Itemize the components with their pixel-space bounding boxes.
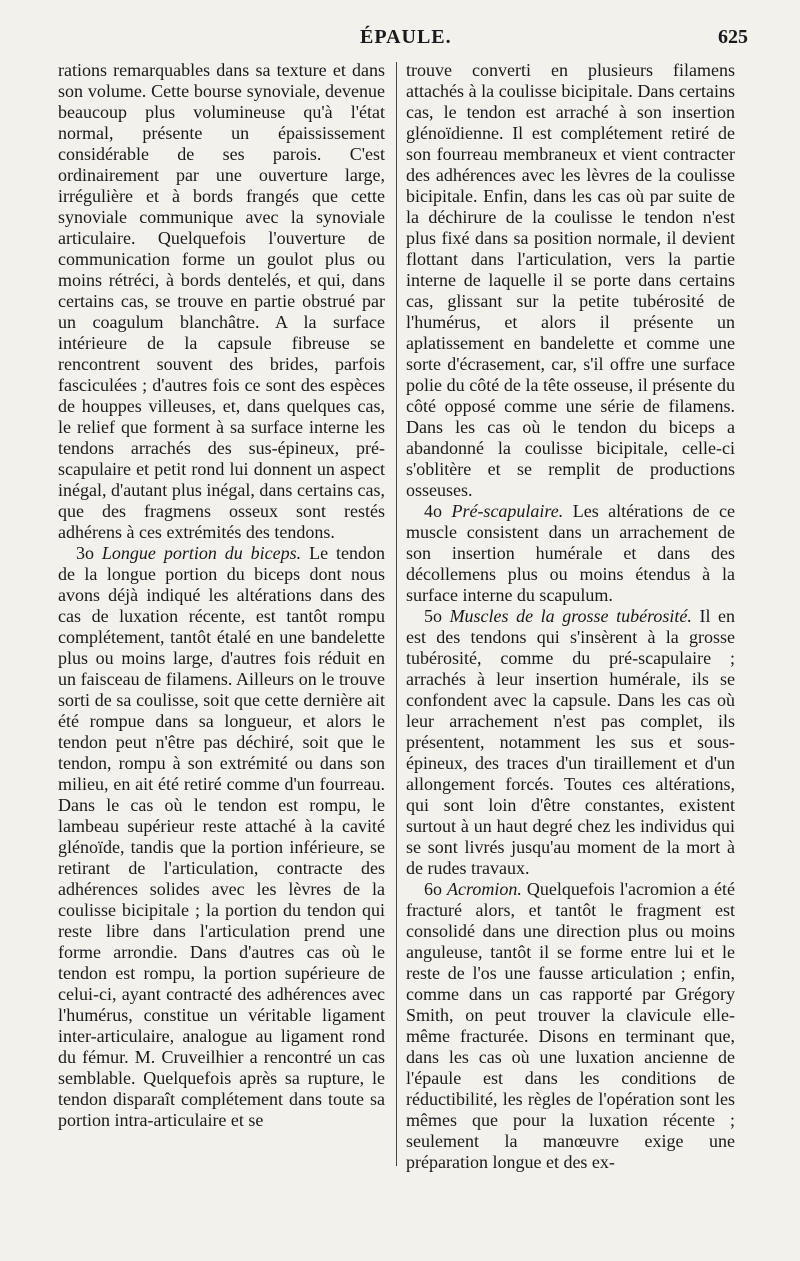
paragraph-synoviale: rations remarquables dans sa texture et dans son volume. Cette bourse synoviale, devenue beaucoup plus volumineuse qu'à l'état normal, présente un épaississement considérable de ses parois. C'est ordinairement par une ouverture large, irrégulière et à bords frangés que cette synoviale communique avec la synoviale articulaire. Quelquefois l'ouverture de communication forme un goulot plus ou moins rétréci, à bords dentelés, et qui, dans certains cas, se trouve en partie obstrué par un coagulum blanchâtre. A la surface intérieure de la capsule fibreuse se rencontrent souvent des brides, parfois fasciculées ; d'autres fois ce sont des espèces de houppes villeuses, et, dans quelques cas, le relief que forment à sa surface interne les tendons arrachés des sus-épineux, pré-scapulaire et petit rond lui donnent un aspect inégal, d'autant plus inégal, dans certains cas, que des fragmens osseux sont restés adhérens à ces extrémités des tendons. <box>58 60 385 542</box>
running-head-title: ÉPAULE. <box>360 26 452 48</box>
paragraph-tendon-continued: trouve converti en plusieurs filamens attachés à la coulisse bicipitale. Dans certains cas, le tendon est arraché à son insertion glénoïdienne. Il est complétement retiré de son fourreau membraneux et vient contracter des adhérences avec les lèvres de la coulisse bicipitale. Enfin, dans les cas où par suite de la déchirure de la coulisse le tendon n'est plus fixé dans sa position normale, il devient flottant dans l'articulation, vers la partie interne de laquelle il se porte dans certains cas, glissant sur la petite tubérosité de l'humérus, et alors il présente un aplatissement en bandelette et comme une sorte d'écrasement, car, s'il offre une surface polie du côté de la tête osseuse, il présente du côté opposé comme une série de filamens. Dans les cas où le tendon du biceps a abandonné la coulisse bicipitale, celle-ci s'oblitère et se remplit de productions osseuses. <box>406 60 735 500</box>
paragraph-biceps <box>58 543 385 1131</box>
page-number: 625 <box>718 26 748 48</box>
section-heading-grosse-tuberosite: Muscles de la grosse tubérosité. <box>449 606 692 626</box>
column-rule <box>396 62 397 1166</box>
section-number: 6o <box>424 879 442 899</box>
paragraph-grosse-tuberosite <box>406 606 735 879</box>
paragraph-acromion <box>406 879 735 1173</box>
section-body-acromion: Quelquefois l'acromion a été fracturé alors, et tantôt le fragment est consolidé dans une direction plus ou moins anguleuse, tantôt il se forme entre lui et le reste de l'os une fausse articulation ; enfin, comme dans un cas rapporté par Grégory Smith, on peut trouver la clavicule elle-même fracturée. Disons en terminant que, dans les cas où une luxation ancienne de l'épaule est dans les conditions de réductibilité, les règles de l'opération sont les mêmes que pour la luxation récente ; seulement la manœuvre exige une préparation longue et des ex- <box>406 879 735 1172</box>
section-heading-biceps: Longue portion du biceps. <box>101 543 302 563</box>
section-number: 3o <box>76 543 94 563</box>
section-body-pre-scapulaire: Les altérations de ce muscle consistent dans un arrachement de son insertion humérale et dans des décollemens plus ou moins étendus à la surface interne du scapulum. <box>406 501 735 605</box>
section-number: 4o <box>424 501 442 521</box>
running-head <box>0 26 800 56</box>
section-body-biceps: Le tendon de la longue portion du biceps dont nous avons déjà indiqué les altérations dans des cas de luxation récente, est tantôt rompu complétement, tantôt étalé en une bandelette plus ou moins large, d'autres fois réduit en un faisceau de filamens. Ailleurs on le trouve sorti de sa coulisse, soit que cette dernière ait été rompue dans sa longueur, et alors le tendon peut n'être pas déchiré, soit que le tendon, rompu à son extrémité ou dans son milieu, en ait été retiré comme d'un fourreau. Dans le cas où le tendon est rompu, le lambeau supérieur reste attaché à la cavité glénoïde, tandis que la portion inférieure, se retirant de l'articulation, contracte des adhérences solides avec les lèvres de la coulisse bicipitale ; la portion du tendon qui reste libre dans l'articulation prend une forme arrondie. Dans d'autres cas où le tendon est rompu, la portion supérieure de celui-ci, ayant contracté des adhérences avec l'humérus, constitue un véritable ligament inter-articulaire, analogue au ligament rond du fémur. M. Cruveilhier a rencontré un cas semblable. Quelquefois après sa rupture, le tendon disparaît complétement dans toute sa portion intra-articulaire et se <box>58 543 385 1130</box>
section-heading-acromion: Acromion. <box>447 879 522 899</box>
section-body-grosse-tuberosite: Il en est des tendons qui s'insèrent à la grosse tubérosité, comme du pré-scapulaire ; arrachés à leur insertion humérale, ils se confondent avec la capsule. Dans les cas où leur arrachement n'est pas complet, ils présentent, notamment les sus et sous-épineux, des traces d'un tiraillement et d'un allongement forcés. Toutes ces altérations, qui sont loin d'être constantes, existent surtout à un haut degré chez les individus qui se sont livrés jusqu'au moment de la mort à de rudes travaux. <box>406 606 736 878</box>
section-heading-pre-scapulaire: Pré-scapulaire. <box>451 501 564 521</box>
section-number: 5o <box>424 606 442 626</box>
paragraph-pre-scapulaire <box>406 501 735 606</box>
left-column <box>58 60 385 1131</box>
right-column <box>406 60 735 1173</box>
